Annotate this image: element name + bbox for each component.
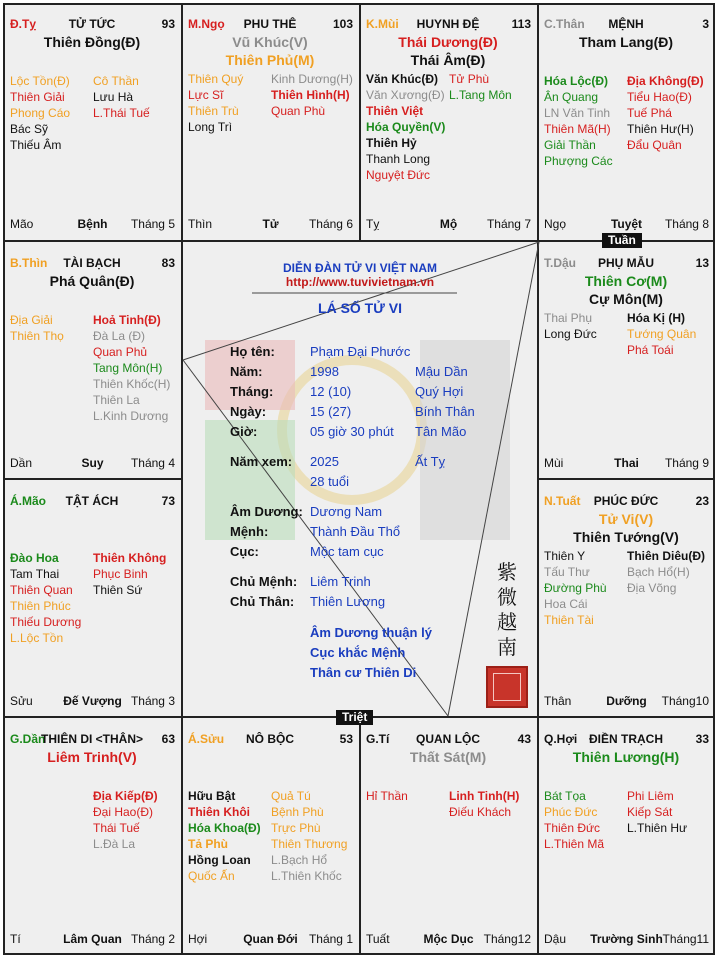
- star-item: Đẩu Quân: [627, 138, 682, 152]
- info-value: 05 giờ 30 phút: [310, 424, 394, 439]
- star-item: L.Lộc Tồn: [10, 631, 64, 645]
- star-item: Hóa Lộc(Đ): [544, 74, 608, 88]
- star-item: Đà La (Đ): [93, 329, 146, 343]
- star-item: Địa Không(Đ): [627, 74, 704, 88]
- star-item: Thiên Khốc(H): [93, 377, 171, 391]
- palace-number: 103: [332, 17, 353, 31]
- chart-note: Cục khắc Mệnh: [310, 645, 406, 660]
- palace-name: TỬ TỨC: [68, 17, 116, 31]
- footer-phase: Quan Đới: [243, 932, 298, 946]
- star-item: Thiên Mã(H): [544, 122, 611, 136]
- star-item: L.Tang Môn: [449, 88, 512, 102]
- info-label: Cục:: [230, 544, 259, 559]
- star-item: Lưu Hà: [93, 90, 134, 104]
- palace-name: ĐIỀN TRẠCH: [589, 732, 663, 746]
- star-item: Phong Cáo: [10, 106, 71, 120]
- main-star: Thiên Tướng(V): [573, 529, 679, 545]
- forum-title: DIỄN ĐÀN TỬ VI VIỆT NAM: [283, 261, 437, 275]
- footer-month: Tháng 7: [486, 217, 531, 231]
- star-item: Phục Binh: [93, 567, 148, 581]
- footer-phase: Tử: [262, 217, 279, 231]
- star-item: Ân Quang: [544, 90, 599, 104]
- palace-name: HUYNH ĐỆ: [416, 17, 480, 31]
- info-label: Chủ Mệnh:: [230, 574, 298, 589]
- footer-month: Tháng 1: [308, 932, 353, 946]
- star-item: Thiên Hỷ: [366, 136, 417, 150]
- star-item: Cô Thần: [93, 74, 139, 88]
- star-item: Kinh Dương(H): [271, 72, 353, 86]
- star-item: Trực Phù: [271, 821, 321, 835]
- palace-number: 23: [695, 494, 709, 508]
- star-item: Hỉ Thần: [366, 789, 408, 803]
- chart-note: Âm Dương thuận lý: [310, 625, 432, 640]
- star-item: Đào Hoa: [10, 551, 59, 565]
- info-value: 2025: [310, 454, 339, 469]
- vertical-calligraphy: [496, 560, 518, 660]
- star-item: Thiên Quý: [188, 72, 244, 86]
- star-item: LN Văn Tinh: [544, 106, 611, 120]
- star-item: Thiên Diêu(Đ): [627, 549, 705, 563]
- info-value: 28 tuổi: [310, 474, 350, 489]
- star-item: Thiên Thọ: [10, 329, 64, 343]
- star-item: Tuế Phá: [627, 106, 672, 120]
- star-item: Thiên La: [93, 393, 140, 407]
- palace-number: 3: [702, 17, 709, 31]
- palace-number: 43: [517, 732, 531, 746]
- star-item: L.Kinh Dương: [93, 409, 169, 423]
- star-item: Bác Sỹ: [10, 122, 49, 136]
- info-value: Mộc tam cục: [310, 544, 384, 559]
- palace-name: TẬT ÁCH: [65, 494, 119, 508]
- main-star: Liêm Trinh(V): [47, 749, 137, 765]
- palace-name: PHU THÊ: [243, 17, 297, 31]
- star-item: Thiên Hư(H): [627, 122, 694, 136]
- footer-phase: Suy: [81, 456, 104, 470]
- star-item: Thiên Trù: [188, 104, 239, 118]
- footer-phase: Tuyệt: [610, 217, 643, 231]
- calligraphy-char: 紫: [497, 560, 517, 584]
- footer-branch: Thân: [544, 694, 572, 708]
- info-label: Âm Dương:: [230, 504, 303, 519]
- footer-branch: Dậu: [544, 932, 567, 946]
- star-item: Văn Khúc(Đ): [366, 72, 438, 86]
- star-item: Quan Phủ: [93, 345, 148, 359]
- info-value-can-chi: Bính Thân: [415, 404, 475, 419]
- palace-number: 53: [339, 732, 353, 746]
- footer-month: Tháng10: [661, 694, 709, 708]
- star-item: Phá Toái: [627, 343, 674, 357]
- palace-name: THIÊN DI <THÂN>: [40, 732, 143, 746]
- footer-branch: Thìn: [188, 217, 213, 231]
- star-item: Hóa Khoa(Đ): [188, 821, 261, 835]
- star-item: Tiểu Hao(Đ): [627, 90, 692, 104]
- palace-name: TÀI BẠCH: [63, 256, 121, 270]
- star-item: Hữu Bật: [188, 789, 236, 803]
- star-item: L.Thiên Khốc: [271, 869, 342, 883]
- star-item: Văn Xương(Đ): [366, 88, 445, 102]
- info-label: Năm:: [230, 364, 263, 379]
- calligraphy-char: 南: [497, 635, 517, 659]
- footer-phase: Lâm Quan: [63, 932, 122, 946]
- palace-branch: B.Thìn: [10, 256, 48, 270]
- palace-branch: K.Mùi: [366, 17, 399, 31]
- footer-phase: Dưỡng: [606, 694, 647, 708]
- footer-branch: Sửu: [10, 694, 33, 708]
- star-item: Tang Môn(H): [93, 361, 163, 375]
- palace-branch: C.Thân: [544, 17, 585, 31]
- star-item: L.Thiên Hư: [627, 821, 688, 835]
- star-item: L.Thiên Mã: [544, 837, 605, 851]
- info-label: Mệnh:: [230, 524, 269, 539]
- star-item: Quả Tú: [271, 789, 311, 803]
- star-item: L.Thái Tuế: [93, 106, 150, 120]
- red-seal-stamp: [486, 666, 528, 708]
- footer-branch: Tí: [10, 932, 21, 946]
- main-star: Phá Quân(Đ): [49, 273, 135, 289]
- footer-phase: Mộc Dục: [423, 932, 474, 946]
- palace-number: 73: [161, 494, 175, 508]
- footer-phase: Mộ: [439, 217, 458, 231]
- star-item: Hoả Tinh(Đ): [93, 313, 161, 327]
- info-value: Liêm Trinh: [310, 574, 371, 589]
- star-item: Thiên Đức: [544, 821, 601, 835]
- star-item: Linh Tinh(H): [449, 789, 520, 803]
- info-value: Thành Đầu Thổ: [310, 524, 401, 539]
- star-item: Hóa Quyền(V): [366, 120, 446, 134]
- info-label: Tháng:: [230, 384, 274, 399]
- star-item: Địa Giải: [10, 313, 53, 327]
- star-item: Tam Thai: [10, 567, 60, 581]
- info-value: 1998: [310, 364, 339, 379]
- star-item: Long Trì: [188, 120, 233, 134]
- palace-branch: Á.Sửu: [188, 732, 225, 746]
- palace-number: 63: [161, 732, 175, 746]
- info-value-can-chi: Quý Hợi: [415, 384, 464, 399]
- star-item: Thiên Khôi: [188, 805, 250, 819]
- palace-number: 83: [161, 256, 175, 270]
- chart-subtitle: LÁ SỐ TỬ VI: [318, 300, 402, 316]
- tuan-tag: Tuần: [602, 233, 642, 248]
- star-item: Phi Liêm: [627, 789, 674, 803]
- main-star: Thái Âm(Đ): [410, 52, 486, 68]
- footer-branch: Tuất: [366, 932, 390, 946]
- info-value: Dương Nam: [310, 504, 383, 519]
- palace-number: 113: [511, 17, 531, 31]
- star-item: Thiên Phúc: [10, 599, 71, 613]
- star-item: Hóa Kị (H): [627, 311, 685, 325]
- star-item: Tấu Thư: [544, 565, 590, 579]
- star-item: Đại Hao(Đ): [93, 805, 154, 819]
- info-label: Năm xem:: [230, 454, 293, 469]
- palace-branch: G.Dần: [10, 732, 46, 746]
- footer-month: Tháng 3: [130, 694, 175, 708]
- palace-name: QUAN LỘC: [416, 732, 480, 746]
- star-item: Tử Phù: [449, 72, 490, 86]
- info-value: 15 (27): [310, 404, 352, 419]
- star-item: Thiên Sứ: [93, 583, 143, 597]
- star-item: Phúc Đức: [544, 805, 598, 819]
- palace-name: PHỤ MẪU: [598, 256, 654, 270]
- footer-branch: Dần: [10, 456, 33, 470]
- footer-branch: Mùi: [544, 456, 564, 470]
- star-item: Thiếu Âm: [10, 138, 62, 152]
- star-item: Giải Thần: [544, 138, 596, 152]
- palace-name: NÔ BỘC: [246, 732, 294, 746]
- star-item: L.Đà La: [93, 837, 136, 851]
- star-item: Bạch Hổ(H): [627, 565, 690, 579]
- info-label: Ngày:: [230, 404, 267, 419]
- star-item: Hồng Loan: [188, 853, 251, 867]
- forum-url[interactable]: http://www.tuvivietnam.vn: [285, 275, 435, 289]
- main-star: Cự Môn(M): [589, 291, 663, 307]
- footer-month: Tháng 4: [130, 456, 175, 470]
- star-item: Quan Phù: [271, 104, 326, 118]
- star-item: Địa Kiếp(Đ): [93, 789, 158, 803]
- info-label: Chủ Thân:: [230, 594, 295, 609]
- info-value-can-chi: Mậu Dần: [415, 364, 468, 379]
- star-item: Hoa Cái: [544, 597, 588, 611]
- info-value: Phạm Đại Phước: [310, 344, 411, 359]
- footer-branch: Mão: [10, 217, 34, 231]
- footer-phase: Bệnh: [77, 217, 108, 231]
- star-item: Thai Phụ: [544, 311, 593, 325]
- main-star: Thiên Lương(H): [572, 749, 680, 765]
- star-item: Lực Sĩ: [188, 88, 224, 102]
- star-item: L.Bạch Hổ: [271, 853, 328, 867]
- main-star: Vũ Khúc(V): [232, 34, 308, 50]
- star-item: Đường Phù: [544, 581, 607, 595]
- palace-number: 33: [695, 732, 709, 746]
- star-item: Lộc Tồn(Đ): [10, 74, 70, 88]
- palace-branch: T.Dậu: [544, 256, 577, 270]
- info-value: 12 (10): [310, 384, 352, 399]
- star-item: Long Đức: [544, 327, 597, 341]
- star-item: Thái Tuế: [93, 821, 140, 835]
- main-star: Tham Lang(Đ): [578, 34, 674, 50]
- star-item: Thiên Quan: [10, 583, 73, 597]
- star-item: Quốc Ấn: [188, 869, 235, 883]
- palace-name: PHÚC ĐỨC: [593, 494, 659, 508]
- star-item: Bát Tọa: [544, 789, 586, 803]
- footer-month: Tháng 9: [664, 456, 709, 470]
- main-star: Thiên Phủ(M): [225, 52, 315, 68]
- main-star: Tử Vi(V): [598, 511, 654, 527]
- info-label: Họ tên:: [230, 344, 275, 359]
- footer-month: Tháng 5: [130, 217, 175, 231]
- star-item: Điếu Khách: [449, 805, 512, 819]
- palace-branch: G.Tí: [366, 732, 390, 746]
- triet-tag: Triệt: [336, 710, 373, 725]
- star-item: Thiên Việt: [366, 104, 424, 118]
- calligraphy-char: 越: [497, 610, 517, 634]
- palace-branch: N.Tuất: [544, 494, 581, 508]
- info-label: Giờ:: [230, 424, 258, 439]
- main-star: Thiên Cơ(M): [584, 273, 668, 289]
- footer-phase: Thai: [614, 456, 639, 470]
- palace-branch: Đ.Tỵ: [10, 17, 37, 31]
- star-item: Thiên Thương: [271, 837, 348, 851]
- footer-phase: Trường Sinh: [590, 932, 663, 946]
- star-item: Phượng Các: [544, 154, 613, 168]
- main-star: Thiên Đồng(Đ): [43, 34, 141, 50]
- palace-number: 13: [695, 256, 709, 270]
- chart-note: Thân cư Thiên Di: [310, 665, 417, 680]
- palace-name: MỆNH: [608, 17, 644, 31]
- footer-month: Tháng 6: [308, 217, 353, 231]
- star-item: Địa Võng: [627, 581, 677, 595]
- footer-month: Tháng12: [483, 932, 531, 946]
- main-star: Thất Sát(M): [409, 749, 487, 765]
- footer-phase: Đế Vượng: [63, 694, 122, 708]
- palace-branch: M.Ngọ: [188, 17, 225, 31]
- star-item: Nguyệt Đức: [366, 168, 431, 182]
- star-item: Thiên Tài: [544, 613, 594, 627]
- star-item: Thiên Hình(H): [271, 88, 350, 102]
- palace-branch: Á.Mão: [10, 494, 46, 508]
- star-item: Tả Phù: [188, 837, 229, 851]
- footer-branch: Tỵ: [366, 217, 380, 231]
- star-item: Thanh Long: [366, 152, 431, 166]
- center-panel: [183, 242, 537, 718]
- info-value-can-chi: Ất Tỵ: [415, 454, 446, 469]
- footer-month: Tháng 2: [130, 932, 175, 946]
- star-item: Thiên Y: [544, 549, 586, 563]
- main-star: Thái Dương(Đ): [398, 34, 498, 50]
- star-item: Bệnh Phù: [271, 805, 324, 819]
- footer-branch: Ngọ: [544, 217, 567, 231]
- star-item: Thiếu Dương: [10, 615, 82, 629]
- footer-month: Tháng11: [662, 932, 709, 946]
- star-item: Thiên Giải: [10, 90, 65, 104]
- star-item: Tướng Quân: [627, 327, 697, 341]
- footer-month: Tháng 8: [664, 217, 709, 231]
- info-value: Thiên Lương: [310, 594, 386, 609]
- star-item: Thiên Không: [93, 551, 167, 565]
- info-value-can-chi: Tân Mão: [415, 424, 467, 439]
- palace-branch: Q.Hợi: [544, 732, 578, 746]
- footer-branch: Hợi: [188, 932, 208, 946]
- palace-number: 93: [161, 17, 175, 31]
- star-item: Kiếp Sát: [627, 805, 673, 819]
- calligraphy-char: 微: [497, 585, 517, 609]
